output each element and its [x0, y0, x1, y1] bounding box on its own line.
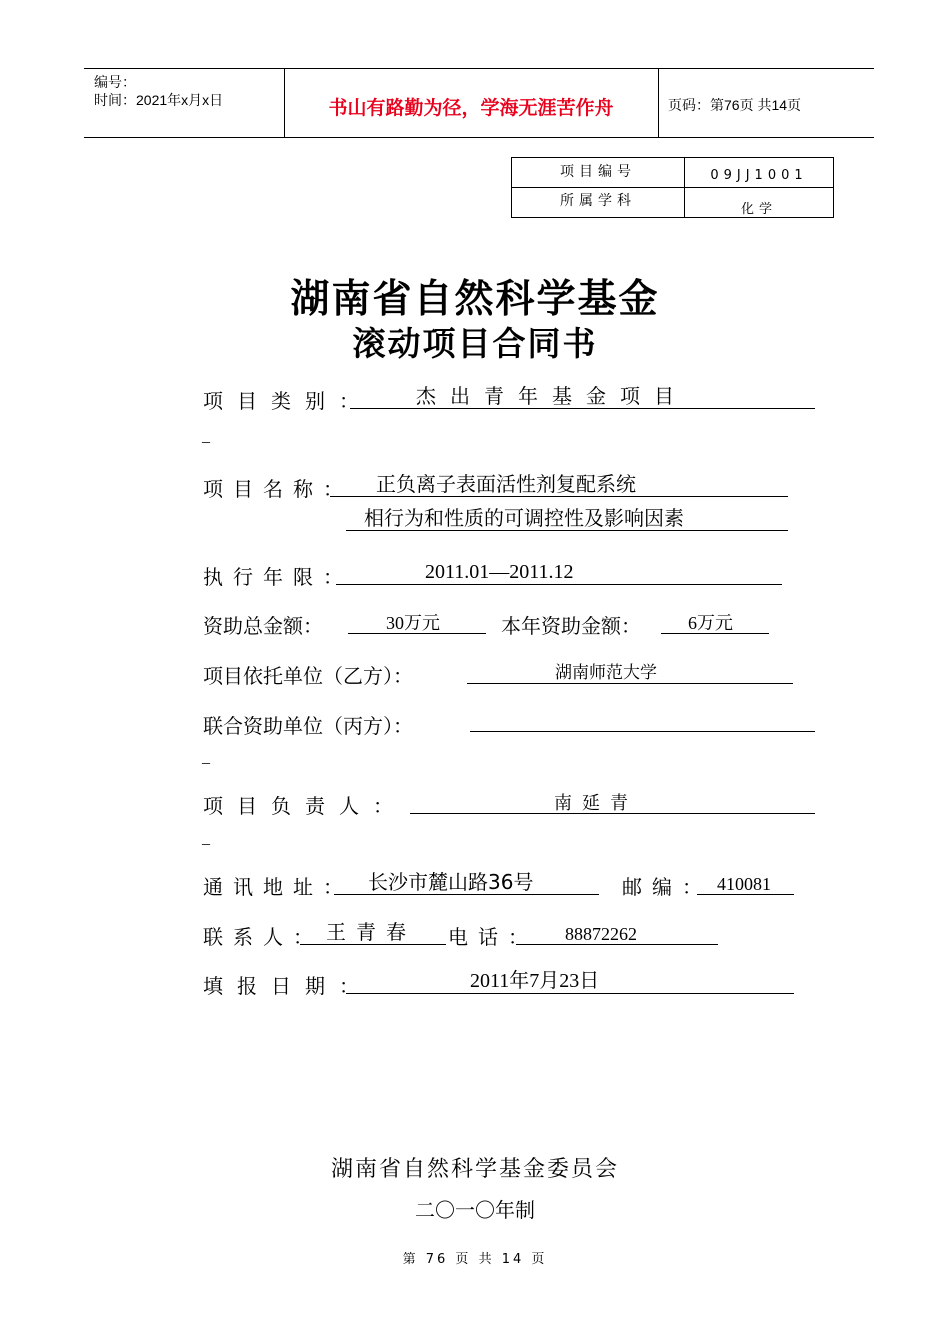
discipline-value: 化学 [740, 202, 777, 217]
committee-name: 湖南省自然科学基金委员会 [330, 1157, 619, 1182]
zip-label: 邮编： [622, 875, 712, 899]
address-value: 长沙市麓山路36号 [368, 870, 534, 894]
page-number: 第 76 页 共 14 页 [402, 1252, 548, 1267]
category-label: 项目类别： [203, 389, 373, 413]
trailing-dash: _ [202, 830, 210, 847]
discipline-label: 所属学科 [560, 193, 636, 209]
joint-funder-line [470, 706, 815, 732]
joint-funder-label: 联合资助单位（丙方）： [203, 714, 413, 738]
document-subtitle: 滚动项目合同书 [352, 324, 598, 363]
header-motto: 书山有路勤为径，学海无涯苦作舟 [328, 97, 614, 119]
period-value: 2011.01—2011.12 [425, 561, 574, 583]
year-funding-label: 本年资助金额： [501, 614, 641, 638]
table-row [512, 158, 833, 187]
contact-label: 联系人： [203, 925, 323, 949]
organization-label: 项目依托单位（乙方）： [203, 664, 413, 688]
header-time: 时间：2021年x月x日 [94, 92, 224, 108]
zip-value: 410081 [717, 874, 771, 894]
document-title: 湖南省自然科学基金 [290, 277, 660, 322]
header-divider [658, 69, 659, 137]
organization-value: 湖南师范大学 [555, 663, 657, 683]
leader-label: 项目负责人： [203, 794, 407, 818]
leader-value: 南延青 [554, 793, 638, 814]
contact-value: 王青春 [326, 920, 416, 944]
period-label: 执行年限： [203, 565, 353, 589]
category-value: 杰出青年基金项目 [416, 384, 688, 408]
header-number: 编号： [94, 74, 136, 90]
total-funding-value: 30万元 [386, 613, 440, 633]
project-number-value: 09JJ1001 [710, 168, 808, 183]
made-year: 二〇一〇年制 [415, 1198, 535, 1222]
project-code-table [511, 157, 834, 218]
project-name-value-2: 相行为和性质的可调控性及影响因素 [364, 506, 684, 530]
total-funding-label: 资助总金额： [203, 614, 323, 638]
header-page-info: 页码：第76页 共14页 [668, 97, 802, 113]
phone-label: 电话： [448, 925, 538, 949]
address-label: 通讯地址： [203, 875, 353, 899]
table-row [512, 187, 833, 217]
trailing-dash: _ [202, 749, 210, 766]
date-value: 2011年7月23日 [470, 970, 600, 992]
phone-value: 88872262 [565, 924, 637, 944]
date-label: 填报日期： [203, 974, 373, 998]
project-name-label: 项目名称： [203, 477, 353, 501]
year-funding-value: 6万元 [688, 613, 733, 633]
project-number-label: 项目编号 [560, 164, 636, 180]
header-meta [94, 73, 223, 109]
project-name-value-1: 正负离子表面活性剂复配系统 [376, 472, 636, 496]
page-header [84, 68, 874, 138]
trailing-dash: _ [202, 428, 210, 445]
